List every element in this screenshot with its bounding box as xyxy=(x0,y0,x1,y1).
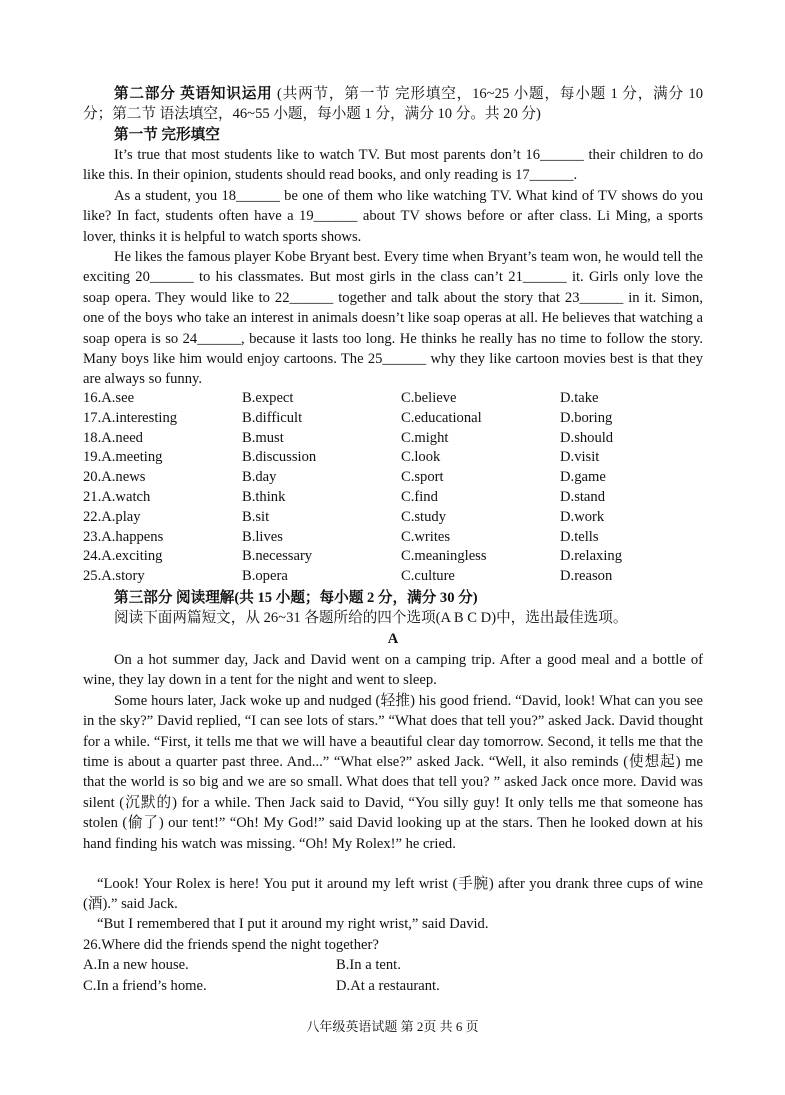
option-row: 19.A.meeting B.discussion C.look D.visit xyxy=(83,449,600,466)
option-c: C.In a friend’s home. xyxy=(83,977,207,994)
option-a: A.In a new house. xyxy=(83,957,189,973)
question-stem: 26.Where did the friends spend the night together? xyxy=(83,937,379,953)
option-row: 23.A.happens B.lives C.writes D.tells xyxy=(83,528,599,545)
passage-a-label: A xyxy=(387,631,399,647)
cloze-paragraph: It’s true that most students like to watch TV. But most parents don’t 16______ their children to do like this. In their opinion, students should read books, and only reading is 17______. xyxy=(83,147,703,184)
part2-desc: (共两节，第一节 完形填空，16~25 小题，每小题 1 分，满分 10 分；第二节 语法填空，46~55 小题，每小题 1 分，满分 10 分。共 20 分) xyxy=(83,86,703,123)
part3-title: 第三部分 阅读理解(共 15 小题；每小题 2 分，满分 30 分) xyxy=(114,590,478,606)
cloze-passage xyxy=(83,145,703,390)
cloze-paragraph: He likes the famous player Kobe Bryant best. Every time when Bryant’s team won, he would tell the exciting 20______ to his classmates. But most girls in the class can’t 21______ it. Girls only love the soap opera. They would like to 22______ together and talk about the story that 23______ in it. Simon, one of the boys who take an interest in animals doesn’t like soap operas at all. He believes that watching a soap opera is so 24______, because it lasts too long. He thinks he really has no time to follow the story. Many boys like him would enjoy cartoons. The 25______ why they like cartoon movies best is that they are always so funny. xyxy=(83,249,703,388)
option-row: 24.A.exciting B.necessary C.meaningless D.relaxing xyxy=(83,548,623,565)
part2-title: 第二部分 英语知识运用 xyxy=(114,86,273,102)
reading-paragraph: Some hours later, Jack woke up and nudged (轻推) his good friend. “David, look! What can you see in the sky?” David replied, “I can see lots of stars.” “What does that tell you?” asked Jack. David thought for a while. “First, it tells me that we will have a beautiful clear day tomorrow. Second, it tells me that the time is about a quarter past three. And...” “What else?” asked Jack. “Well, it also reminds (使想起) me that the world is so big and we are so small. What does that tell you? ” asked Jack once more. David was silent (沉默的) for a while. Then Jack said to David, “You silly guy! It only tells me that someone has stolen (偷了) our tent!” “Oh! My God!” said David looking up at the stars. Then he looked down at his hand finding his watch was missing. “Oh! My Rolex!” he cried. xyxy=(83,692,703,852)
cloze-paragraph: As a student, you 18______ be one of them who like watching TV. What kind of TV shows do you like? In fact, students often have a 19______ about TV shows before or after class. Li Ming, a sports lover, thinks it is helpful to watch sports shows. xyxy=(83,187,703,245)
reading-paragraph: On a hot summer day, Jack and David went on a camping trip. After a good meal and a bottle of wine, they lay down in a tent for the night and went to sleep. xyxy=(83,652,703,689)
reading-paragraph: “But I remembered that I put it around my right wrist,” said David. xyxy=(97,916,489,932)
reading-paragraph: “Look! Your Rolex is here! You put it around my left wrist (手腕) after you drank three cups of wine (酒).” said Jack. xyxy=(83,876,703,913)
question-26 xyxy=(83,935,703,996)
option-row: 16.A.see B.expect C.believe D.take xyxy=(83,390,599,406)
option-row xyxy=(83,955,703,976)
reading-passage-a xyxy=(83,650,703,854)
page-footer: 八年级英语试题 第 2页 共 6 页 xyxy=(306,1019,479,1034)
option-row: 25.A.story B.opera C.culture D.reason xyxy=(83,568,613,585)
option-row: 20.A.news B.day C.sport D.game xyxy=(83,469,606,486)
part2-header xyxy=(83,84,703,125)
option-row xyxy=(83,976,703,997)
option-b: B.In a tent. xyxy=(336,957,401,973)
option-row: 18.A.need B.must C.might D.should xyxy=(83,429,614,446)
option-row: 22.A.play B.sit C.study D.work xyxy=(83,508,605,525)
section1-title: 第一节 完形填空 xyxy=(114,127,220,143)
option-d: D.At a restaurant. xyxy=(336,977,440,994)
cloze-options xyxy=(83,389,703,587)
option-row: 17.A.interesting B.difficult C.educational D.boring xyxy=(83,409,613,426)
option-row: 21.A.watch B.think C.find D.stand xyxy=(83,488,605,505)
part3-instruction: 阅读下面两篇短文，从 26~31 各题所给的四个选项(A B C D)中，选出最佳选项。 xyxy=(114,610,628,626)
